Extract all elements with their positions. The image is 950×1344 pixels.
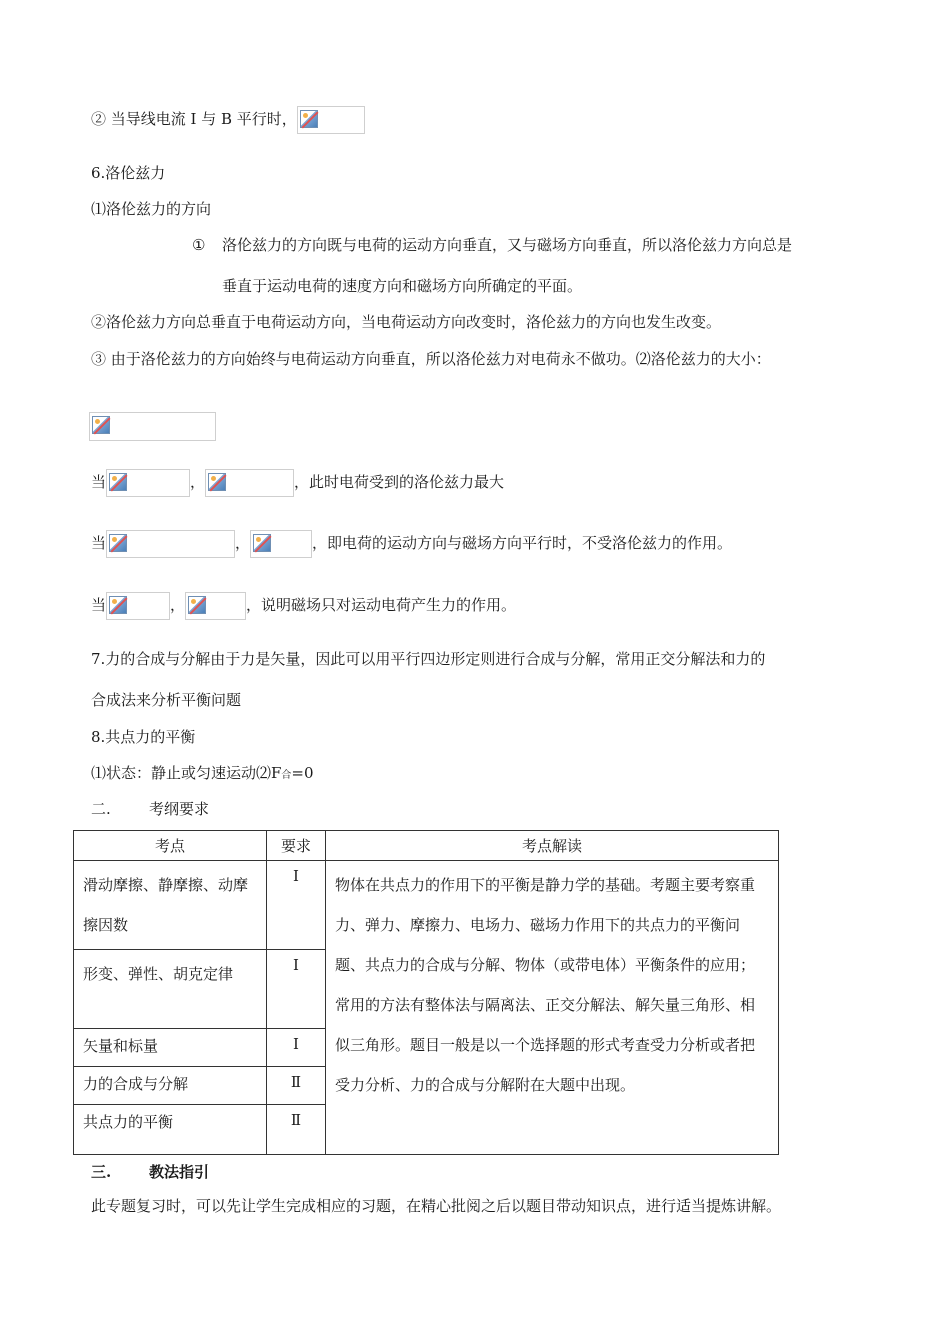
requirement-cell: Ⅰ — [267, 950, 326, 1029]
syllabus-table — [73, 830, 779, 1155]
condition-line — [91, 592, 516, 620]
point-cell: 滑动摩擦、静摩擦、动摩擦因数 — [74, 861, 267, 950]
table-header-row — [74, 831, 779, 861]
paragraph-line: 7.力的合成与分解由于力是矢量，因此可以用平行四边形定则进行合成与分解，常用正交分解法和力的 — [91, 650, 766, 668]
dang-label: 当 — [91, 534, 107, 552]
line-text: ② 当导线电流 I 与 B 平行时， — [91, 110, 297, 128]
broken-image-icon — [92, 416, 110, 434]
header-cell: 考点解读 — [326, 831, 779, 861]
section-number: 二. — [91, 800, 111, 818]
paragraph-line: 垂直于运动电荷的速度方向和磁场方向所确定的平面。 — [222, 277, 583, 295]
requirement-cell: Ⅱ — [267, 1105, 326, 1155]
dang-label: 当 — [91, 596, 107, 614]
separator: ， — [235, 534, 251, 552]
formula-line — [89, 412, 216, 441]
formula-image-placeholder — [205, 469, 294, 497]
text-line — [91, 106, 365, 134]
separator: ， — [170, 596, 186, 614]
formula-image-placeholder — [106, 469, 190, 497]
subsection-heading: ⑴洛伦兹力的方向 — [91, 200, 212, 218]
paragraph-line: ③ 由于洛伦兹力的方向始终与电荷运动方向垂直，所以洛伦兹力对电荷永不做功。⑵洛伦兹力的大小： — [91, 350, 771, 368]
equation-text: =0 — [291, 764, 314, 782]
point-cell: 形变、弹性、胡克定律 — [74, 950, 267, 1029]
condition-line — [91, 469, 504, 497]
section-title: 考纲要求 — [149, 800, 210, 818]
dang-label: 当 — [91, 473, 107, 491]
state-text: ⑴状态：静止或匀速运动⑵F — [91, 764, 282, 782]
point-cell: 共点力的平衡 — [74, 1105, 267, 1155]
formula-image-placeholder — [89, 412, 216, 441]
broken-image-icon — [208, 473, 226, 491]
broken-image-icon — [253, 534, 271, 552]
section-number: 三. — [91, 1163, 112, 1181]
formula-image-placeholder — [185, 592, 246, 620]
condition-text: ，说明磁场只对运动电荷产生力的作用。 — [246, 596, 517, 614]
formula-image-placeholder — [297, 106, 365, 134]
separator: ， — [190, 473, 206, 491]
formula-image-placeholder — [250, 530, 312, 558]
requirement-cell: Ⅰ — [267, 1029, 326, 1067]
broken-image-icon — [109, 534, 127, 552]
paragraph-line: 此专题复习时，可以先让学生完成相应的习题，在精心批阅之后以题目带动知识点，进行适当提炼讲解。 — [91, 1197, 782, 1215]
table-row — [74, 861, 779, 950]
formula-image-placeholder — [106, 592, 170, 620]
list-marker: ① — [192, 236, 206, 254]
requirement-cell: Ⅰ — [267, 861, 326, 950]
paragraph-line: 合成法来分析平衡问题 — [91, 691, 242, 709]
interpretation-cell: 物体在共点力的作用下的平衡是静力学的基础。考题主要考察重力、弹力、摩擦力、电场力、磁场力作用下的共点力的平衡问题、共点力的合成与分解、物体（或带电体）平衡条件的应用；常用的方法有整体法与隔离法、正交分解法、解矢量三角形、相似三角形。题目一般是以一个选择题的形式考查受力分析或者把受力分析、力的合成与分解附在大题中出现。 — [326, 861, 779, 1155]
broken-image-icon — [109, 473, 127, 491]
header-cell: 考点 — [74, 831, 267, 861]
broken-image-icon — [300, 110, 318, 128]
condition-text: ，即电荷的运动方向与磁场方向平行时，不受洛伦兹力的作用。 — [312, 534, 733, 552]
broken-image-icon — [188, 596, 206, 614]
paragraph-line: ②洛伦兹力方向总垂直于电荷运动方向，当电荷运动方向改变时，洛伦兹力的方向也发生改变。 — [91, 313, 722, 331]
section-title: 教法指引 — [149, 1163, 210, 1181]
condition-text: ，此时电荷受到的洛伦兹力最大 — [294, 473, 505, 491]
point-cell: 力的合成与分解 — [74, 1067, 267, 1105]
requirement-cell: Ⅱ — [267, 1067, 326, 1105]
point-cell: 矢量和标量 — [74, 1029, 267, 1067]
broken-image-icon — [109, 596, 127, 614]
paragraph-line: 洛伦兹力的方向既与电荷的运动方向垂直，又与磁场方向垂直，所以洛伦兹力方向总是 — [222, 236, 793, 254]
header-cell: 要求 — [267, 831, 326, 861]
condition-line — [91, 530, 732, 558]
subscript: 合 — [281, 770, 292, 781]
section-heading: 6.洛伦兹力 — [91, 164, 166, 182]
formula-image-placeholder — [106, 530, 235, 558]
paragraph-line — [91, 763, 314, 786]
section-heading: 8.共点力的平衡 — [91, 728, 196, 746]
